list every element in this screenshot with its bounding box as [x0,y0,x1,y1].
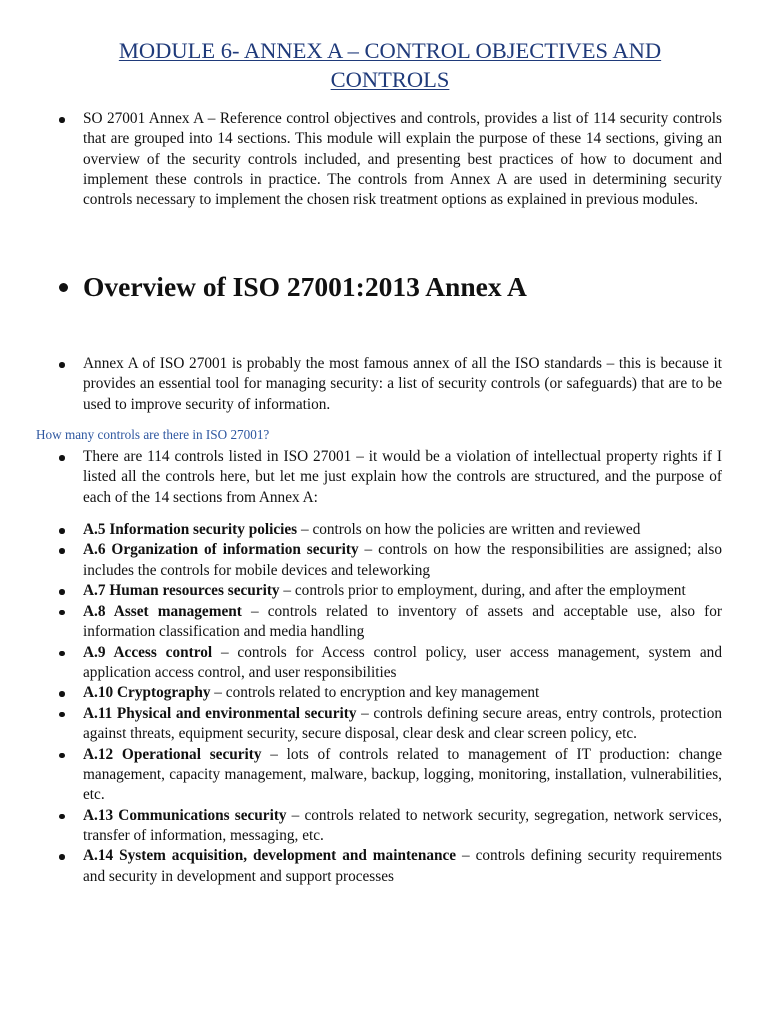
section-name: A.9 Access control [83,643,213,661]
section-item [56,846,722,887]
section-item [56,581,722,601]
annex-sections-list [56,520,722,887]
count-paragraph: There are 114 controls listed in ISO 27001 – it would be a violation of intellectual property rights if I listed all the controls here, but let me just explain how the controls are structured, and the purpose of each of the 14 sections from Annex A: [56,447,722,508]
intro-list [56,109,722,210]
count-list [56,447,722,508]
section-description: – controls related to encryption and key management [210,684,540,702]
section-description: – controls prior to employment, during, and after the employment [279,582,686,600]
section-name: A.6 Organization of information security [83,541,359,559]
section-description: – controls on how the responsibilities are assigned; also includes the controls for mobile devices and teleworking [83,541,723,579]
overview-paragraph: Annex A of ISO 27001 is probably the most famous annex of all the ISO standards – this is because it provides an essential tool for managing security: a list of security controls (or safeguards) that are to be used to improve security of information. [56,354,722,415]
section-description: – controls defining security requirements and security in development and support processes [83,847,722,885]
section-name: A.7 Human resources security [83,582,280,600]
section-item [56,745,722,806]
overview-section-heading [56,268,736,306]
section-name: A.8 Asset management [83,602,242,620]
bullet-icon [59,283,68,292]
section-description: – lots of controls related to management of IT production: change management, capacity management, malware, backup, logging, monitoring, installation, vulnerabilities, etc. [83,745,722,804]
section-description: – controls on how the policies are written and reviewed [297,521,641,538]
section-name: A.14 System acquisition, development and maintenance [83,847,457,865]
section-name: A.5 Information security policies [83,521,298,538]
section-description: – controls related to network security, segregation, network services, transfer of information, messaging, etc. [83,806,722,844]
section-item [56,540,722,581]
page-title-line-2: CONTROLS [330,67,450,92]
controls-count-subheading: How many controls are there in ISO 27001? [36,427,270,442]
section-item [56,602,722,643]
section-item [56,643,722,684]
section-item [56,520,722,540]
section-item [56,704,722,745]
section-description: – controls related to inventory of assets and acceptable use, also for information classification and media handling [83,602,722,641]
page-title [40,36,740,94]
overview-heading-text: Overview of ISO 27001:2013 Annex A [83,271,527,302]
page-title-line-1: MODULE 6- ANNEX A – CONTROL OBJECTIVES AND [118,38,662,63]
section-item [56,806,722,847]
section-name: A.11 Physical and environmental security [83,704,357,722]
section-description: – controls for Access control policy, user access management, system and application access control, and user responsibilities [83,643,722,681]
section-name: A.10 Cryptography [83,684,211,702]
section-description: – controls defining secure areas, entry controls, protection against threats, equipment security, secure disposal, clear desk and clear screen policy, etc. [83,704,722,743]
intro-paragraph: SO 27001 Annex A – Reference control objectives and controls, provides a list of 114 security controls that are grouped into 14 sections. This module will explain the purpose of these 14 sections, giving an overview of the security controls included, and presenting best practices of how to document and implement these controls in practice. The controls from Annex A are used in determining security controls necessary to implement the chosen risk treatment options as explained in previous modules. [56,109,722,210]
section-name: A.13 Communications security [83,806,287,824]
section-item [56,683,722,703]
overview-list [56,354,722,415]
section-name: A.12 Operational security [83,745,262,763]
